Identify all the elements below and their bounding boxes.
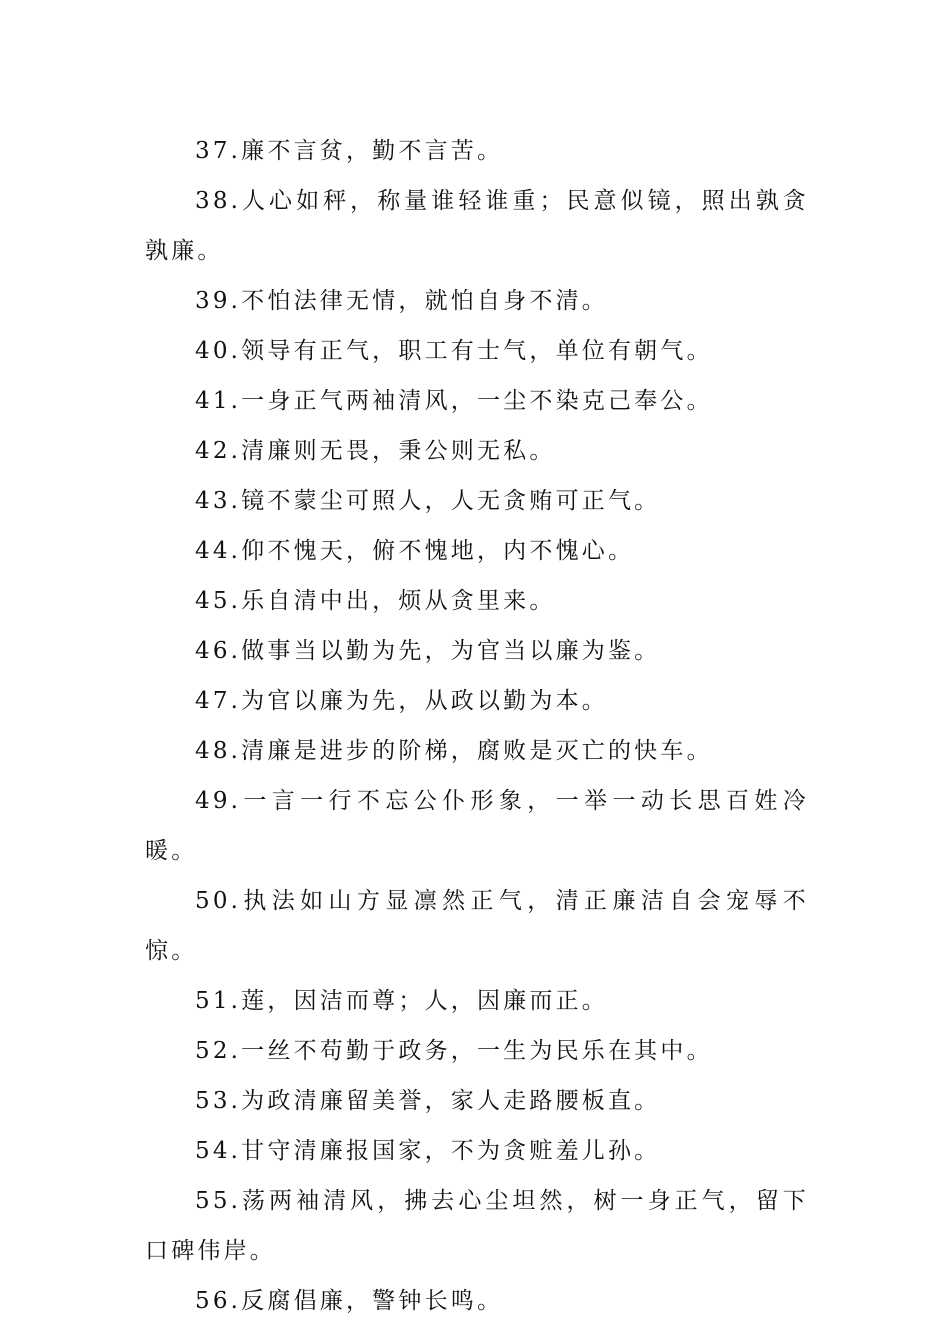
list-item: 39.不怕法律无情，就怕自身不清。 <box>195 288 608 314</box>
list-item: 40.领导有正气，职工有士气，单位有朝气。 <box>195 338 713 364</box>
list-item: 55.荡两袖清风，拂去心尘坦然，树一身正气，留下口碑伟岸。 <box>145 1188 809 1264</box>
list-item: 52.一丝不苟勤于政务，一生为民乐在其中。 <box>195 1038 713 1064</box>
list-item: 42.清廉则无畏，秉公则无私。 <box>195 438 556 464</box>
list-item: 38.人心如秤，称量谁轻谁重；民意似镜，照出孰贪孰廉。 <box>145 188 809 264</box>
list-item: 51.莲，因洁而尊；人，因廉而正。 <box>195 988 608 1014</box>
list-item: 43.镜不蒙尘可照人，人无贪贿可正气。 <box>195 488 661 514</box>
list-item: 56.反腐倡廉，警钟长鸣。 <box>195 1288 504 1314</box>
slogan-list <box>145 126 809 1326</box>
list-item: 54.甘守清廉报国家，不为贪赃羞儿孙。 <box>195 1138 661 1164</box>
list-item: 47.为官以廉为先，从政以勤为本。 <box>195 688 608 714</box>
list-item: 44.仰不愧天，俯不愧地，内不愧心。 <box>195 538 635 564</box>
list-item: 53.为政清廉留美誉，家人走路腰板直。 <box>195 1088 661 1114</box>
list-item: 46.做事当以勤为先，为官当以廉为鉴。 <box>195 638 661 664</box>
list-item: 50.执法如山方显凛然正气，清正廉洁自会宠辱不惊。 <box>145 888 809 964</box>
list-item: 45.乐自清中出，烦从贪里来。 <box>195 588 556 614</box>
list-item: 49.一言一行不忘公仆形象，一举一动长思百姓冷暖。 <box>145 788 809 864</box>
list-item: 48.清廉是进步的阶梯，腐败是灭亡的快车。 <box>195 738 713 764</box>
list-item: 37.廉不言贫，勤不言苦。 <box>195 138 504 164</box>
list-item: 41.一身正气两袖清风，一尘不染克己奉公。 <box>195 388 713 414</box>
